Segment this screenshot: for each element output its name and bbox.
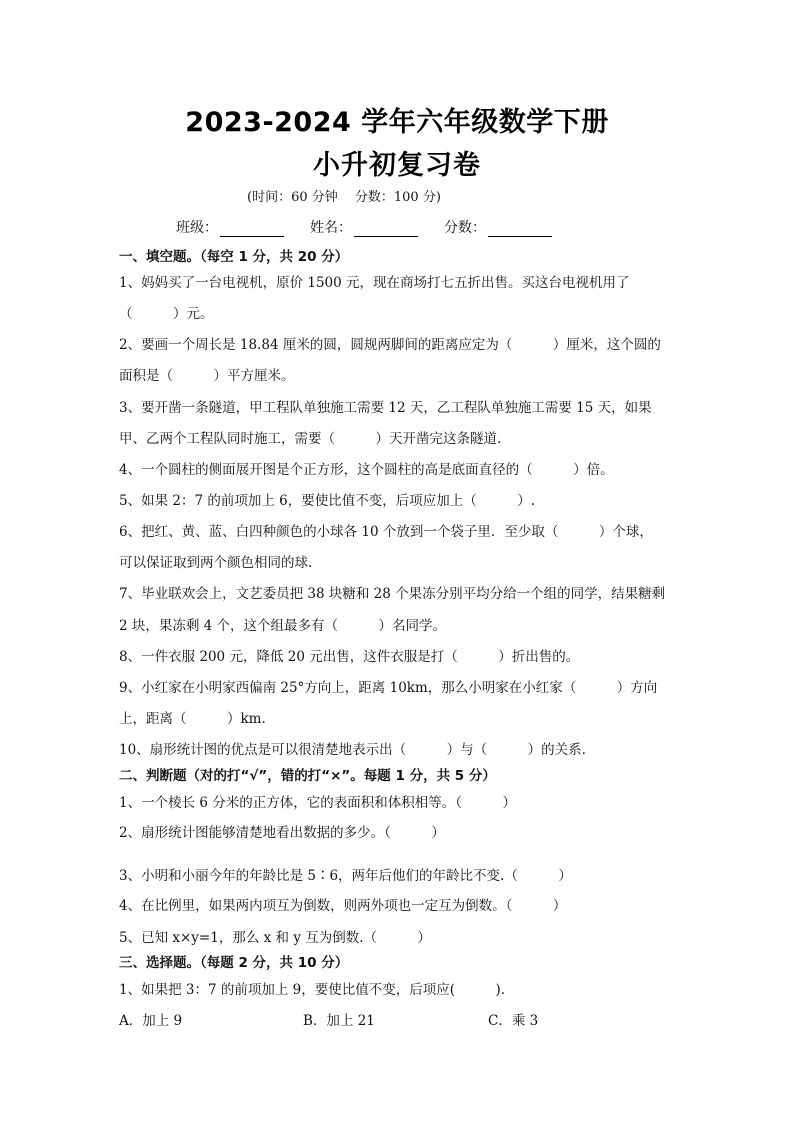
question-line: 7、毕业联欢会上，文艺委员把 38 块糖和 28 个果冻分别平均分给一个组的同学，结果糖剩 bbox=[119, 586, 666, 602]
question-line: 10、扇形统计图的优点是可以很清楚地表示出（ ）与（ ）的关系. bbox=[119, 742, 586, 758]
name-blank[interactable] bbox=[354, 222, 418, 237]
question-line: 上，距离（ ）km. bbox=[119, 711, 266, 727]
exam-title: 2023-2024 学年六年级数学下册 bbox=[185, 107, 609, 138]
score-label: 分数： bbox=[444, 220, 486, 236]
name-field bbox=[310, 217, 418, 237]
question-line: 6、把红、黄、蓝、白四种颜色的小球各 10 个放到一个袋子里．至少取（ ）个球， bbox=[119, 524, 653, 540]
choice-option-a[interactable]: A．加上 9 bbox=[119, 1013, 183, 1029]
question-line: 面积是（ ）平方厘米。 bbox=[119, 368, 295, 384]
choice-option-b[interactable]: B．加上 21 bbox=[303, 1013, 375, 1029]
question-line: 1、一个棱长 6 分米的正方体，它的表面积和体积相等。（ ） bbox=[119, 795, 517, 811]
section-heading-true-false: 二、判断题（对的打“√”，错的打“×”。每题 1 分，共 5 分） bbox=[119, 768, 496, 784]
question-line: 4、在比例里，如果两内项互为倒数，则两外项也一定互为倒数。（ ） bbox=[119, 898, 567, 914]
question-line: 可以保证取到两个颜色相同的球. bbox=[119, 555, 313, 571]
choice-option-c[interactable]: C．乘 3 bbox=[488, 1013, 539, 1029]
score-blank[interactable] bbox=[488, 222, 552, 237]
question-line: 2、要画一个周长是 18.84 厘米的圆，圆规两脚间的距离应定为（ ）厘米，这个圆的 bbox=[119, 337, 661, 353]
question-line: 5、如果 2：7 的前项加上 6，要使比值不变，后项应加上（ ）. bbox=[119, 493, 536, 509]
class-label: 班级： bbox=[176, 220, 218, 236]
question-line: 3、要开凿一条隧道，甲工程队单独施工需要 12 天，乙工程队单独施工需要 15 天，如果 bbox=[119, 400, 652, 416]
question-line: 1、妈妈买了一台电视机，原价 1500 元，现在商场打七五折出售。买这台电视机用了 bbox=[119, 275, 630, 291]
exam-subtitle: 小升初复习卷 bbox=[313, 150, 481, 181]
question-line: 4、一个圆柱的侧面展开图是个正方形，这个圆柱的高是底面直径的（ ）倍。 bbox=[119, 462, 614, 478]
class-blank[interactable] bbox=[220, 222, 284, 237]
question-line: 1、如果把 3：7 的前项加上 9，要使比值不变，后项应( ). bbox=[119, 982, 506, 998]
question-line: 8、一件衣服 200 元，降低 20 元出售，这件衣服是打（ ）折出售的。 bbox=[119, 649, 580, 665]
name-label: 姓名： bbox=[310, 220, 352, 236]
question-line: 5、已知 x×y=1，那么 x 和 y 互为倒数.（ ） bbox=[119, 930, 432, 946]
question-line: 9、小红家在小明家西偏南 25°方向上，距离 10km，那么小明家在小红家（ ）方向 bbox=[119, 680, 658, 696]
class-field bbox=[176, 217, 284, 237]
time-score-note: (时间：60 分钟 分数：100 分) bbox=[247, 190, 441, 205]
question-line: 甲、乙两个工程队同时施工，需要（ ）天开凿完这条隧道. bbox=[119, 431, 502, 447]
question-line: 2 块，果冻剩 4 个，这个组最多有（ ）名同学。 bbox=[119, 618, 447, 634]
question-line: 3、小明和小丽今年的年龄比是 5∶6，两年后他们的年龄比不变.（ ） bbox=[119, 868, 572, 884]
section-heading-fill-in: 一、填空题。（每空 1 分，共 20 分） bbox=[119, 249, 349, 265]
student-info-row bbox=[176, 217, 552, 237]
section-heading-multiple-choice: 三、选择题。（每题 2 分，共 10 分） bbox=[119, 955, 349, 971]
question-line: 2、扇形统计图能够清楚地看出数据的多少。（ ） bbox=[119, 825, 445, 841]
question-line: （ ）元。 bbox=[119, 306, 214, 322]
score-field bbox=[444, 217, 552, 237]
